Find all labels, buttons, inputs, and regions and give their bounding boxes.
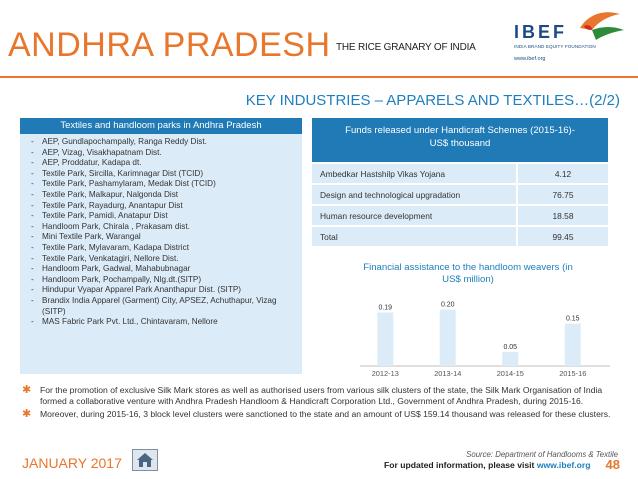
parks-list	[20, 134, 302, 328]
header-divider	[0, 76, 638, 78]
table-row	[312, 204, 608, 225]
table-cell-label: Design and technological upgradation	[312, 185, 518, 204]
logo-name: IBEF	[514, 22, 568, 42]
list-item: - AEP, Proddatur, Kadapa dt.	[31, 158, 298, 169]
update-link[interactable]: www.ibef.org	[536, 460, 591, 470]
home-icon	[136, 452, 154, 468]
update-note	[384, 460, 590, 470]
data-label: 0.05	[503, 343, 518, 351]
bullet-text: Moreover, during 2015-16, 3 block level clusters were sanctioned to the state and an amount of US$ 159.14 thousand was released for these clusters.	[40, 409, 611, 420]
table-cell-value: 18.58	[552, 210, 574, 221]
bar-chart	[360, 290, 610, 380]
parks-heading: Textiles and handloom parks in Andhra Pradesh	[20, 118, 302, 134]
data-label: 0.20	[440, 301, 455, 309]
footer-date: JANUARY 2017	[22, 455, 122, 471]
list-item: - Textile Park, Malkapur, Nalgonda Dist	[31, 190, 298, 201]
table-row	[312, 183, 608, 204]
list-item: - MAS Fabric Park Pvt. Ltd., Chintavaram, Nellore	[31, 317, 298, 328]
table-cell-value: 76.75	[552, 189, 574, 200]
update-text: For updated information, please visit	[384, 460, 537, 470]
funds-heading: Funds released under Handicraft Schemes (2015-16)- US$ thousand	[312, 118, 608, 162]
list-item: - Textile Park, Mylavaram, Kadapa District	[31, 243, 298, 254]
page-subtitle: THE RICE GRANARY OF INDIA	[336, 42, 476, 53]
logo-url[interactable]: www.ibef.org	[514, 56, 546, 62]
page-number: 48	[605, 457, 620, 472]
list-item: - Handloom Park, Gadwal, Mahabubnagar	[31, 264, 298, 275]
bar-2012-13	[377, 312, 393, 366]
table-row	[312, 225, 608, 246]
bullet-item	[22, 385, 622, 406]
table-cell-label: Human resource development	[312, 206, 518, 225]
list-item: - AEP, Gundlapochampally, Ranga Reddy Dist.	[31, 137, 298, 148]
list-item: - Textile Park, Rayadurg, Anantapur Dist	[31, 201, 298, 212]
bullet-text: For the promotion of exclusive Silk Mark stores as well as authorised users from various silk clusters of the state, the Silk Mark Organisation of India formed a collaborative venture with Andhra Pradesh Handloom & Handicraft Corporation Ltd., Government of Andhra Pradesh, during 2015-16.	[40, 385, 603, 406]
x-tick-label: 2012-13	[371, 369, 399, 378]
list-item: - Mini Textile Park, Warangal	[31, 232, 298, 243]
data-label: 0.15	[565, 315, 580, 323]
bar-2015-16	[565, 324, 581, 366]
data-label: 0.19	[378, 304, 393, 312]
list-item: - Textile Park, Pamidi, Anatapur Dist	[31, 211, 298, 222]
bar-2014-15	[502, 352, 518, 366]
page-title: ANDHRA PRADESH	[8, 26, 331, 64]
logo-tagline: INDIA BRAND EQUITY FOUNDATION	[514, 44, 596, 49]
table-row	[312, 162, 608, 183]
table-cell-value: 99.45	[552, 231, 574, 242]
table-cell-value: 4.12	[554, 168, 572, 179]
source-note: Source: Department of Handlooms & Textile	[466, 450, 618, 459]
header	[0, 0, 638, 76]
x-tick-label: 2013-14	[434, 369, 462, 378]
list-item: - Handloom Park, Chirala , Prakasam dist.	[31, 222, 298, 233]
list-item: - Textile Park, Sircilla, Karimnagar Dist (TCID)	[31, 169, 298, 180]
parks-panel	[20, 118, 302, 374]
list-item: - Brandix India Apparel (Garment) City, APSEZ, Achuthapur, Vizag (SITP)	[31, 296, 298, 317]
table-cell-label: Total	[312, 227, 518, 246]
list-item: - AEP, Vizag, Visakhapatnam Dist.	[31, 148, 298, 159]
table-cell-label: Ambedkar Hastshilp Vikas Yojana	[312, 164, 518, 183]
list-item: - Handloom Park, Pochampally, Nlg.dt.(SITP)	[31, 275, 298, 286]
list-item: - Textile Park, Pashamylaram, Medak Dist (TCID)	[31, 179, 298, 190]
section-heading: KEY INDUSTRIES – APPARELS AND TEXTILES…(2/2)	[245, 92, 620, 109]
list-item: - Hindupur Vyapar Apparel Park Ananthapur Dist. (SITP)	[31, 285, 298, 296]
x-tick-label: 2014-15	[496, 369, 524, 378]
funds-table	[312, 118, 608, 246]
x-tick-label: 2015-16	[559, 369, 587, 378]
star-bullet-icon: ✱	[22, 384, 32, 396]
bullet-item	[22, 409, 622, 420]
bullet-list	[22, 385, 622, 423]
list-item: - Textile Park, Venkatagiri, Nellore Dist.	[31, 254, 298, 265]
bar-2013-14	[440, 310, 456, 366]
home-button[interactable]	[132, 449, 158, 471]
chart-title: Financial assistance to the handloom weavers (in US$ million)	[363, 262, 573, 285]
star-bullet-icon: ✱	[22, 408, 32, 421]
